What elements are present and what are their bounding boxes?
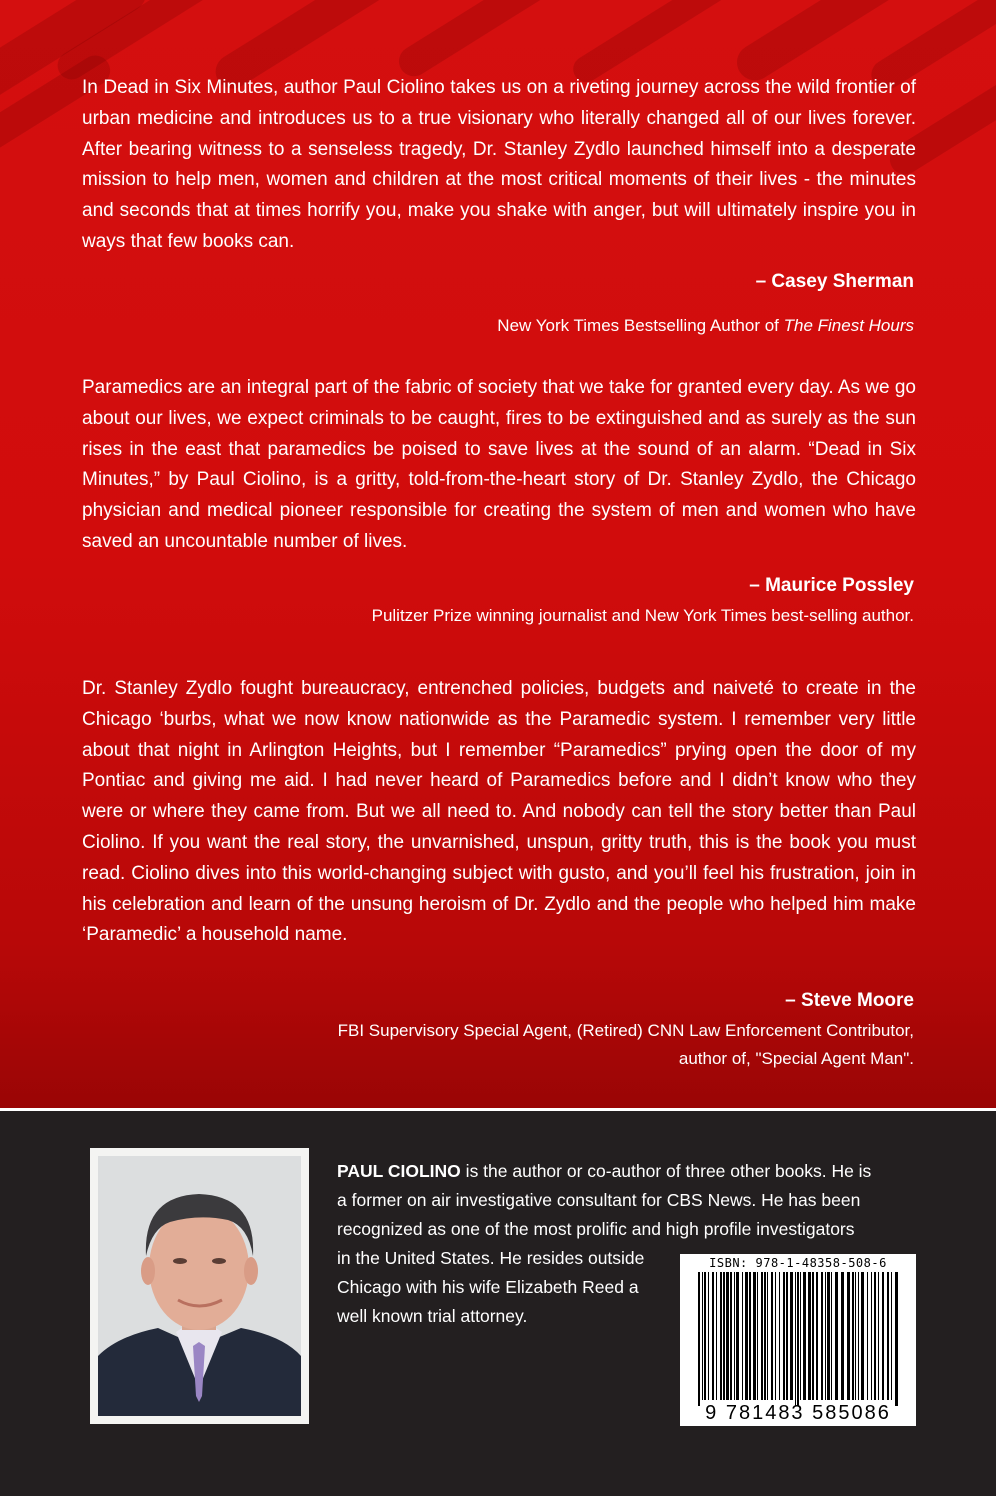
barcode: [680, 1254, 916, 1426]
bio-line-3: recognized as one of the most prolific and high profile investigators: [337, 1219, 855, 1239]
author-photo: [98, 1156, 301, 1416]
bio-line-2: a former on air investigative consultant for CBS News. He has been: [337, 1190, 861, 1210]
review-2-text: Paramedics are an integral part of the fabric of society that we take for granted every day. As we go about our lives, we expect criminals to be caught, fires to be extinguished and as surely as the sun rises in the east that paramedics be poised to save lives at the sound of an alarm. “Dead in Six Minutes,” by Paul Ciolino, is a gritty, told-from-the-heart story of Dr. Stanley Zydlo, the Chicago physician and medical pioneer responsible for creating the system of men and women who have saved an uncountable number of lives.: [82, 377, 916, 552]
review-2-author: – Maurice Possley: [749, 575, 914, 596]
review-1-author: – Casey Sherman: [755, 271, 914, 292]
isbn-label: ISBN: 978-1-48358-508-6: [709, 1256, 887, 1270]
review-3-text: Dr. Stanley Zydlo fought bureaucracy, entrenched policies, budgets and naiveté to create in the Chicago ‘burbs, what we now know nationwide as the Paramedic system. I remember very little about that night in Arlington Heights, but I remember “Paramedics” prying open the door of my Pontiac and giving me aid. I had never heard of Paramedics before and I didn’t know who they were or where they came from. But we all need to. And nobody can tell the story better than Paul Ciolino. If you want the real story, the unvarnished, unspun, gritty truth, this is the book you must read. Ciolino dives into this world-changing subject with gusto, and you’ll feel his frustration, join in his celebration and learn of the unsung heroism of Dr. Zydlo and the people who helped him make ‘Paramedic’ a household name.: [82, 678, 916, 946]
bio-line-5: Chicago with his wife Elizabeth Reed a: [337, 1277, 639, 1297]
book-title: The Finest Hours: [783, 316, 914, 335]
review-3-credit-line2: author of, "Special Agent Man".: [678, 1049, 914, 1068]
author-name: PAUL CIOLINO: [337, 1161, 461, 1181]
review-3-credit-line1: FBI Supervisory Special Agent, (Retired) CNN Law Enforcement Contributor,: [337, 1021, 914, 1040]
review-1-text: In Dead in Six Minutes, author Paul Ciolino takes us on a riveting journey across the wild frontier of urban medicine and introduces us to a true visionary who literally changed all of our lives forever. After bearing witness to a senseless tragedy, Dr. Stanley Zydlo launched himself into a desperate mission to help men, women and children at the most critical moments of their lives - the minutes and seconds that at times horrify you, make you shake with anger, but will ultimately inspire you in ways that few books can.: [82, 77, 916, 252]
bio-line-4: in the United States. He resides outside: [337, 1248, 645, 1268]
bio-line-6: well known trial attorney.: [337, 1306, 528, 1326]
review-3-author: – Steve Moore: [785, 990, 914, 1011]
barcode-bars: [680, 1254, 916, 1424]
author-photo-frame: [90, 1148, 309, 1424]
review-2-credit: Pulitzer Prize winning journalist and New York Times best-selling author.: [371, 606, 914, 625]
bio-line-1: PAUL CIOLINO is the author or co-author of three other books. He is: [337, 1161, 872, 1181]
review-1-credit: New York Times Bestselling Author of The Finest Hours: [497, 316, 914, 335]
barcode-number: 9 781483 585086: [705, 1402, 891, 1424]
